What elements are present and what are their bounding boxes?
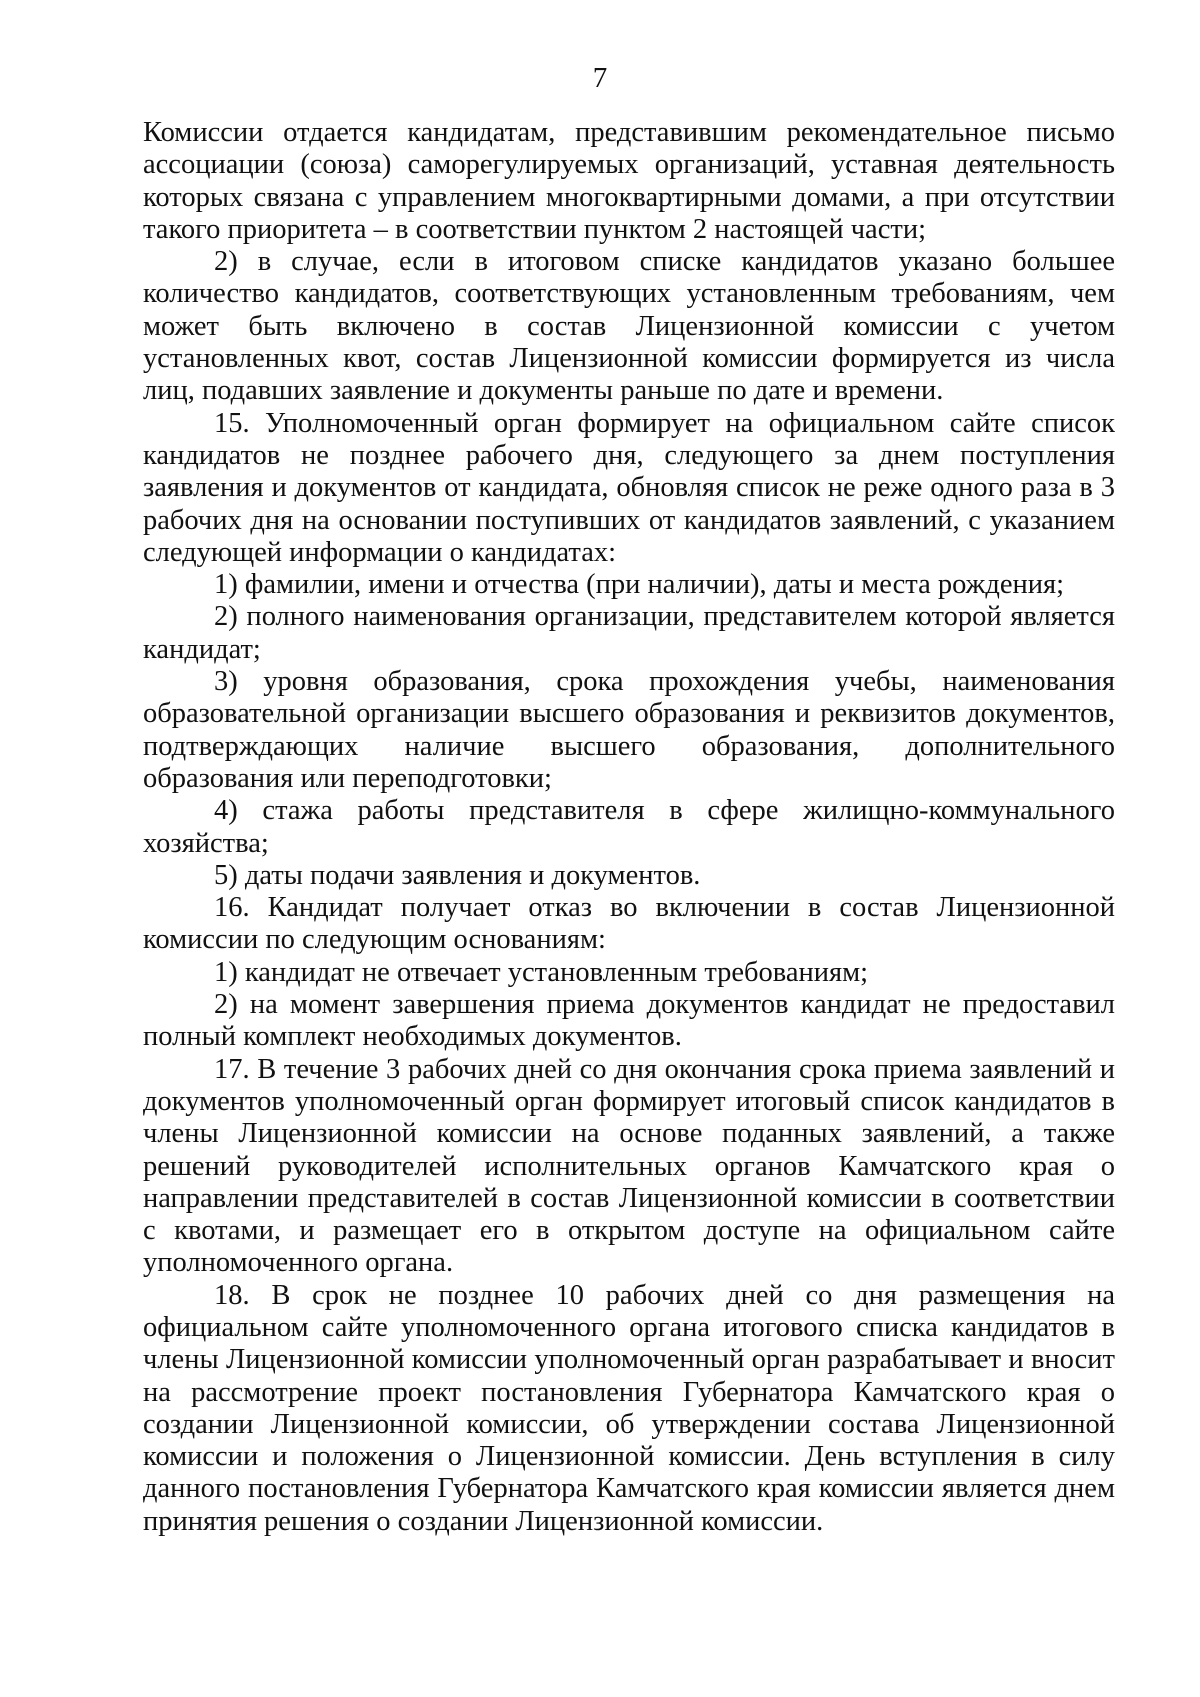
paragraph: 1) кандидат не отвечает установленным требованиям; — [214, 956, 869, 988]
paragraph: 16. Кандидат получает отказ во включении в состав Лицензионной комиссии по следующим основаниям: — [143, 892, 1115, 956]
paragraph: 2) в случае, если в итоговом списке кандидатов указано большее количество кандидатов, соответствующих установленным требованиям, чем может быть включено в состав Лицензионной комиссии с учетом установленных квот, состав Лицензионной комиссии формируется из числа лиц, подавших заявление и документы раньше по дате и времени. — [143, 246, 1115, 407]
page-number: 7 — [592, 62, 608, 94]
paragraph: 18. В срок не позднее 10 рабочих дней со дня размещения на официальном сайте уполномоченного органа итогового списка кандидатов в члены Лицензионной комиссии уполномоченный орган разрабатывает и вносит на рассмотрение проект постановления Губернатора Камчатского края о создании Лицензионной комиссии, об утверждении состава Лицензионной комиссии и положения о Лицензионной комиссии. День вступления в силу данного постановления Губернатора Камчатского края комиссии является днем принятия решения о создании Лицензионной комиссии. — [143, 1279, 1115, 1537]
paragraph: 4) стажа работы представителя в сфере жилищно-коммунального хозяйства; — [143, 795, 1115, 859]
paragraph: 3) уровня образования, срока прохождения учебы, наименования образовательной организации высшего образования и реквизитов документов, подтверждающих наличие высшего образования, дополнительного образования или переподготовки; — [143, 666, 1115, 794]
document-body — [143, 117, 1115, 1538]
paragraph: 5) даты подачи заявления и документов. — [214, 859, 701, 891]
paragraph: Комиссии отдается кандидатам, представившим рекомендательное письмо ассоциации (союза) саморегулируемых организаций, уставная деятельность которых связана с управлением многоквартирными домами, а при отсутствии такого приоритета – в соответствии пунктом 2 настоящей части; — [143, 117, 1115, 245]
paragraph: 1) фамилии, имени и отчества (при наличии), даты и места рождения; — [214, 569, 1065, 601]
paragraph: 2) полного наименования организации, представителем которой является кандидат; — [143, 601, 1115, 665]
paragraph: 2) на момент завершения приема документов кандидат не предоставил полный комплект необходимых документов. — [143, 989, 1115, 1053]
paragraph: 15. Уполномоченный орган формирует на официальном сайте список кандидатов не позднее рабочего дня, следующего за днем поступления заявления и документов от кандидата, обновляя список не реже одного раза в 3 рабочих дня на основании поступивших от кандидатов заявлений, с указанием следующей информации о кандидатах: — [143, 407, 1115, 568]
paragraph: 17. В течение 3 рабочих дней со дня окончания срока приема заявлений и документов уполномоченный орган формирует итоговый список кандидатов в члены Лицензионной комиссии на основе поданных заявлений, а также решений руководителей исполнительных органов Камчатского края о направлении представителей в состав Лицензионной комиссии в соответствии с квотами, и размещает его в открытом доступе на официальном сайте уполномоченного органа. — [143, 1053, 1115, 1279]
